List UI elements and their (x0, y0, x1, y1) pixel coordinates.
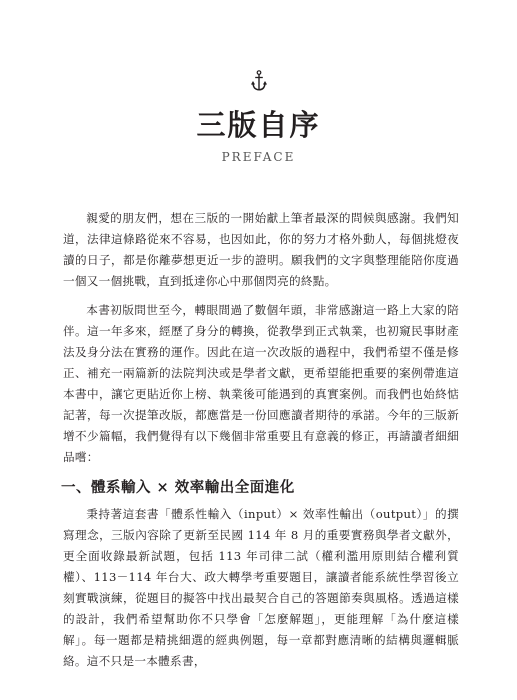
page-subtitle: PREFACE (221, 150, 296, 164)
paragraph: 親愛的朋友們，想在三版的一開始獻上筆者最深的問候與感謝。我們知道，法律這條路從來不容易，也因如此，你的努力才格外動人，每個挑燈夜讀的日子，都是你離夢想更近一步的證明。願我們的文字與整理能陪你度過一個又一個挑戰，直到抵達你心中那個閃亮的終點。 (63, 211, 459, 288)
paragraph: 本書初版問世至今，轉眼間過了數個年頭，非常感謝這一路上大家的陪伴。這一年多來，經歷了身分的轉換，從教學到正式執業，也初窺民事財產法及身分法在實務的運作。因此在這一次改版的過程中，我們希望不僅是修正、補充一兩篇新的法院判決或是學者文獻，更希望能把重要的案例帶進這本書中，讓它更貼近你上榜、執業後可能遇到的真實案例。而我們也始終惦記著，每一次提筆改版，都應當是一份回應讀者期待的承諾。今年的三版新增不少篇幅，我們覺得有以下幾個非常重要且有意義的修正，再請讀者細細品嚐： (63, 303, 459, 464)
page-title: 三版自序 (196, 108, 321, 142)
section-heading: 一、體系輸入 × 效率輸出全面進化 (61, 479, 295, 496)
section-paragraph: 秉持著這套書「體系性輸入（input）× 效率性輸出（output）」的撰寫理念，三版內容除了更新至民國 114 年 8 月的重要實務與學者文獻外，更全面收錄最新試題，包括 113 年司律二試（權利濫用原則結合權利質權）、113－114 年台大、政大轉學考重要題目，讓讀者能系統性學習後立刻實戰演練，從題目的擬答中找出最契合自己的答題節奏與風格。透過這樣的設計，我們希望幫助你不只學會「怎麼解題」，更能理解「為什麼這樣解」。每一題都是精挑細選的經典例題，每一章都對應清晰的結構與邏輯脈絡。這不只是一本體系書， (63, 507, 459, 668)
anchor-icon (0, 70, 517, 95)
body-text (63, 208, 459, 672)
